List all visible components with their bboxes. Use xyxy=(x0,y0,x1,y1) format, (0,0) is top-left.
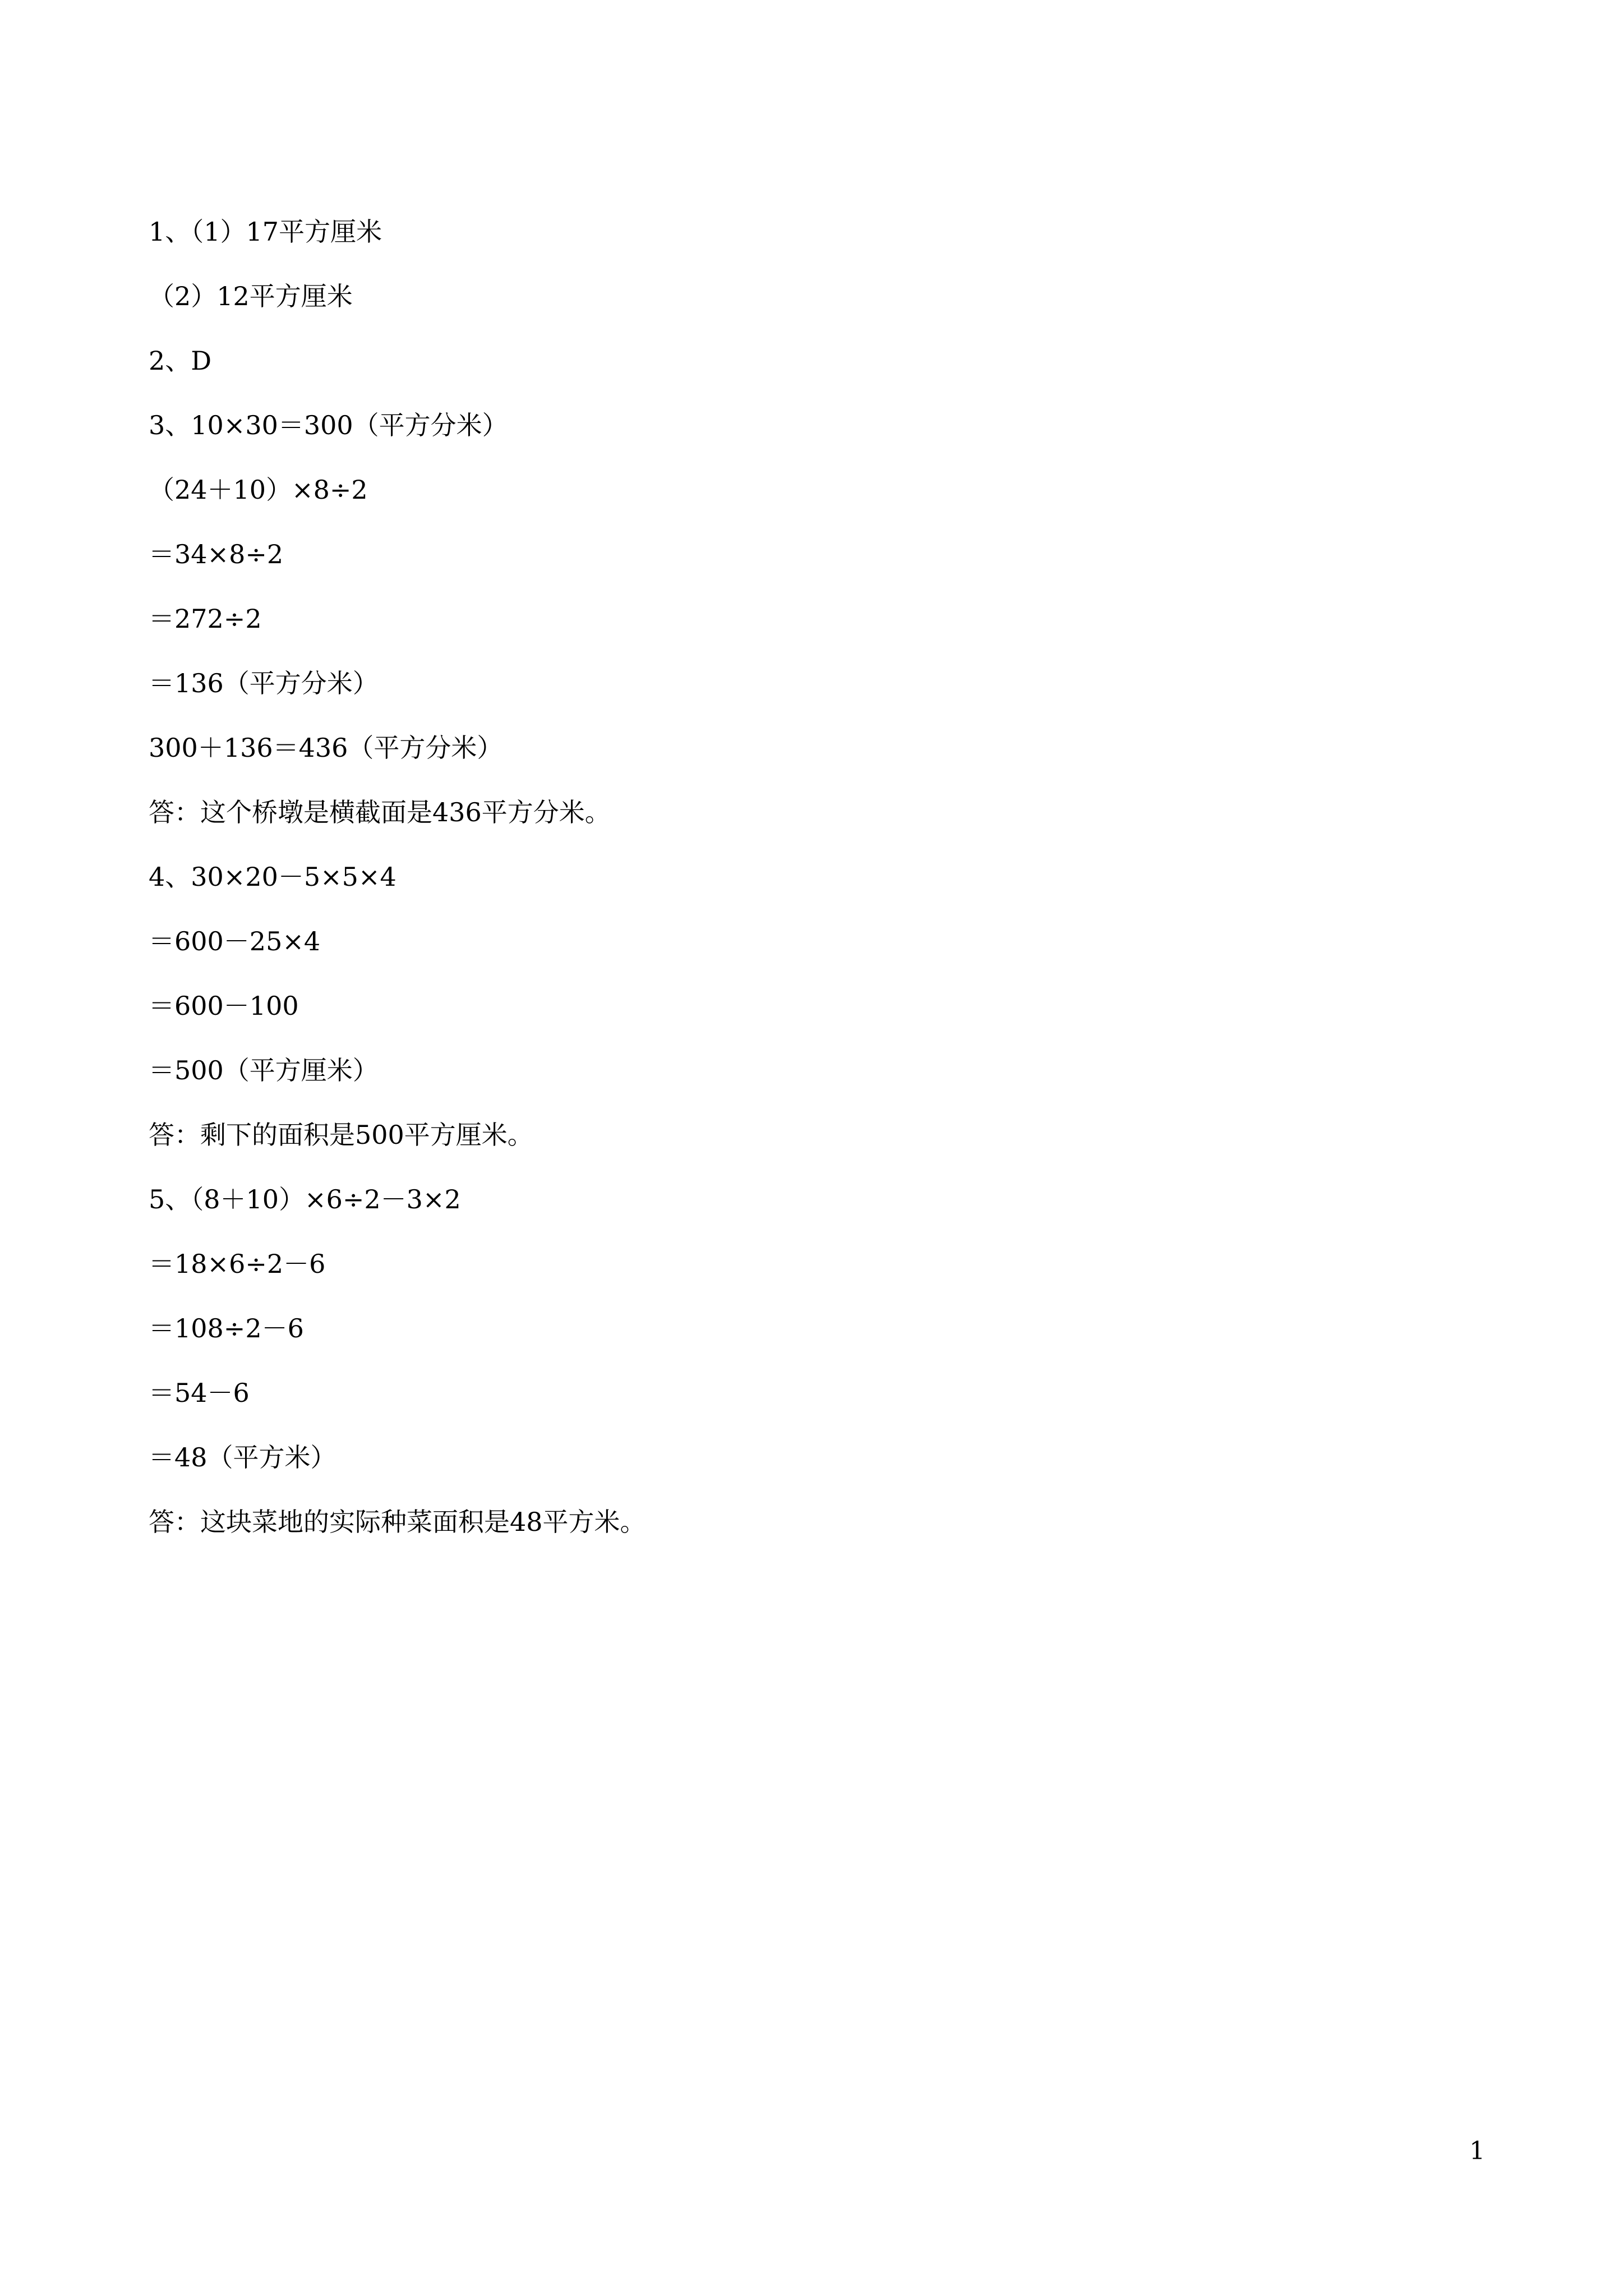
answer-line-4-2: ＝600－25×4 xyxy=(149,926,321,956)
answer-line-5-3: ＝108÷2－6 xyxy=(149,1313,304,1343)
answer-line-3-2: （24＋10）×8÷2 xyxy=(149,475,368,505)
answer-line-4-3: ＝600－100 xyxy=(149,991,299,1021)
answer-line-4-4: ＝500（平方厘米） xyxy=(149,1055,379,1085)
answer-line-2: 2、D xyxy=(149,346,212,376)
answer-line-5-1: 5、（8＋10）×6÷2－3×2 xyxy=(149,1184,461,1214)
answer-line-1-2: （2）12平方厘米 xyxy=(149,281,353,311)
answer-line-1-1: 1、（1）17平方厘米 xyxy=(149,217,382,247)
page-number: 1 xyxy=(1469,2137,1485,2165)
answer-line-4-1: 4、30×20－5×5×4 xyxy=(149,862,396,892)
answer-line-5-5: ＝48（平方米） xyxy=(149,1442,336,1473)
answer-line-4-answer: 答：剩下的面积是500平方厘米。 xyxy=(149,1120,533,1150)
answer-line-3-answer: 答：这个桥墩是横截面是436平方分米。 xyxy=(149,797,611,827)
answer-line-3-1: 3、10×30＝300（平方分米） xyxy=(149,410,508,440)
answer-line-3-3: ＝34×8÷2 xyxy=(149,539,284,569)
answer-line-5-answer: 答：这块菜地的实际种菜面积是48平方米。 xyxy=(149,1507,646,1537)
answer-line-3-5: ＝136（平方分米） xyxy=(149,668,379,698)
answer-content xyxy=(149,212,1495,1567)
answer-line-5-2: ＝18×6÷2－6 xyxy=(149,1249,326,1279)
answer-line-3-6: 300＋136＝436（平方分米） xyxy=(149,733,503,763)
answer-line-3-4: ＝272÷2 xyxy=(149,604,262,634)
answer-line-5-4: ＝54－6 xyxy=(149,1378,250,1408)
